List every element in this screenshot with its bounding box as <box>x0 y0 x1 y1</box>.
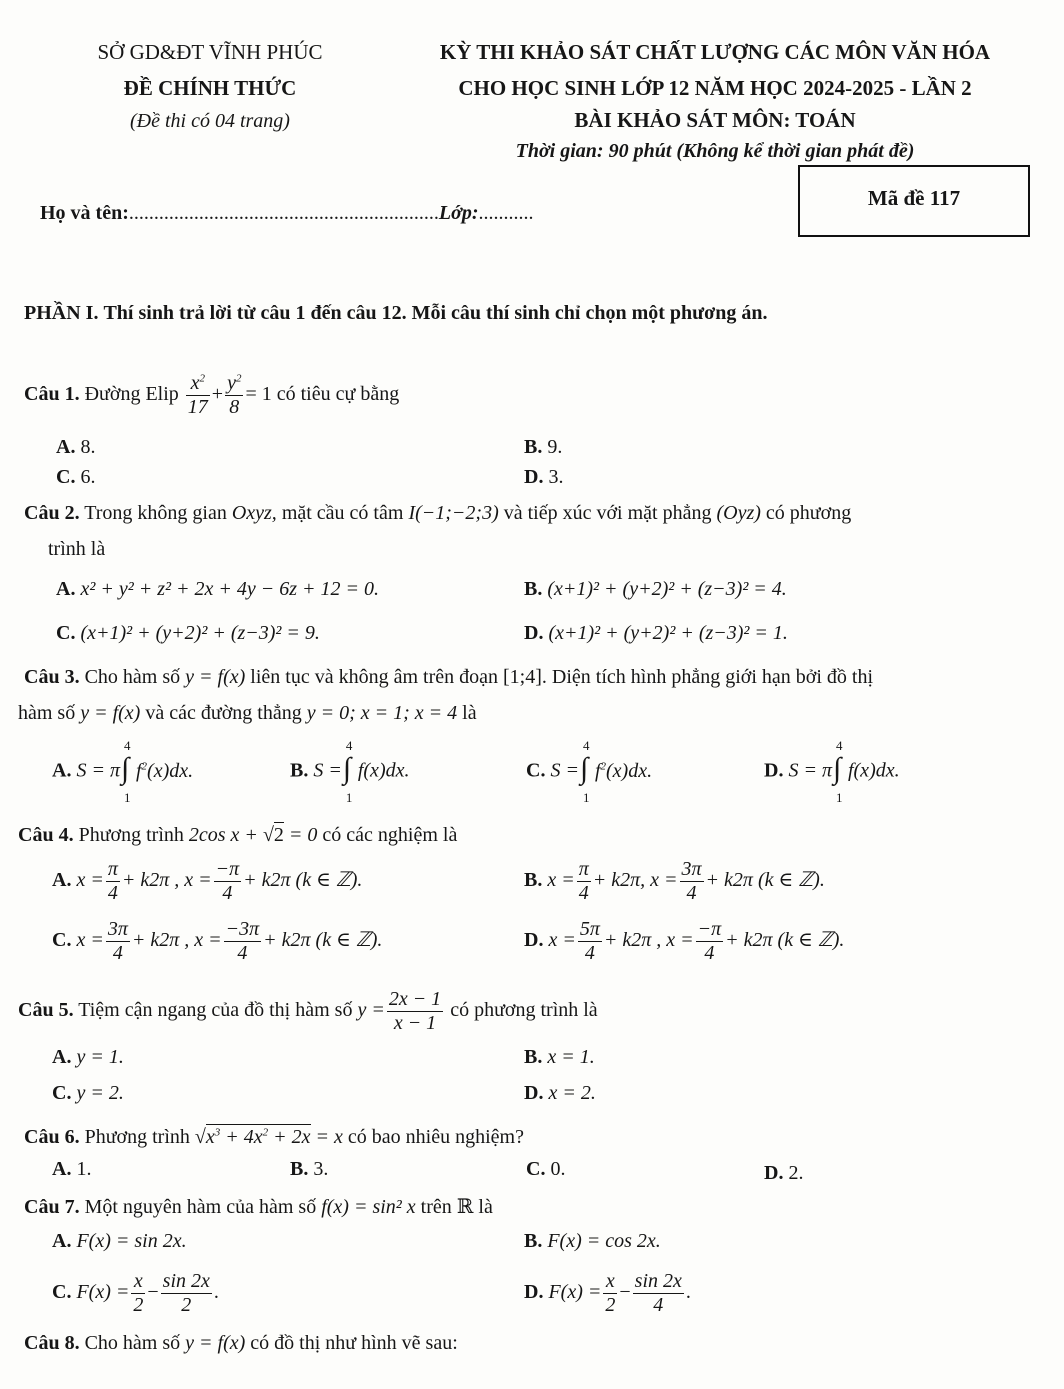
option-letter: B. <box>524 1230 543 1252</box>
option-text: 0. <box>550 1158 566 1180</box>
option-text: (x+1)² + (y+2)² + (z−3)² = 1. <box>548 622 788 644</box>
q3-text-f: là <box>462 702 477 724</box>
q7-option-b[interactable] <box>524 1230 661 1253</box>
option-text: F(x) = sin 2x. <box>76 1230 187 1252</box>
option-text: y = 1. <box>76 1046 124 1068</box>
q3-text-d: hàm số <box>18 702 76 724</box>
q3-text: Cho hàm số <box>84 666 181 688</box>
option-letter: B. <box>524 578 543 600</box>
question-7 <box>24 1194 493 1219</box>
option-letter: C. <box>56 622 76 644</box>
option-letter: D. <box>524 1281 544 1304</box>
q6-option-c[interactable] <box>526 1158 565 1181</box>
q7-text: Một nguyên hàm của hàm số <box>84 1196 317 1218</box>
option-letter: A. <box>56 578 76 600</box>
option-text: F(x) = cos 2x. <box>547 1230 661 1252</box>
question-1: Câu 1. Đường Elip $\frac{x^2}{17}$ + $\frac{y^2}{8}$ = 1 có tiêu cự bằng <box>24 372 400 418</box>
q2-text-c: và tiếp xúc với mặt phẳng <box>503 502 712 524</box>
question-4: Câu 4. Phương trình 2cos x + √2 = 0 có các nghiệm là <box>18 824 458 846</box>
page-count: (Đề thi có 04 trang) <box>130 110 290 132</box>
q6-option-d[interactable] <box>764 1162 803 1185</box>
q5-option-a[interactable] <box>52 1046 124 1069</box>
q2-option-c[interactable] <box>56 622 320 645</box>
q3-lines: y = 0; x = 1; x = 4 <box>306 702 458 724</box>
option-letter: D. <box>764 1162 784 1184</box>
q6-option-a[interactable] <box>52 1158 91 1181</box>
q3-option-c[interactable]: C. S = 4 ∫ 1 $f^2(x)dx$. <box>526 738 653 805</box>
q3-option-d[interactable]: D. S = π 4 ∫ 1 f(x)dx. <box>764 738 900 805</box>
q3-text-cont <box>18 702 477 725</box>
name-field[interactable]: .............................................................. <box>128 202 439 224</box>
option-letter: C. <box>56 466 76 488</box>
option-text: 3. <box>313 1158 329 1180</box>
option-letter: C. <box>52 929 72 952</box>
q4-text-b: có các nghiệm là <box>322 824 458 846</box>
q7-option-d[interactable]: D. F(x) = $\frac{x}{2}$ − $\frac{\sin 2x}{4}$ . <box>524 1270 691 1316</box>
option-text: 3. <box>548 466 564 488</box>
option-letter: A. <box>52 869 72 892</box>
option-letter: B. <box>290 759 309 782</box>
q1-option-d[interactable] <box>524 466 563 489</box>
q2-center: I(−1;−2;3) <box>408 502 499 524</box>
q6-text: Phương trình <box>84 1126 190 1148</box>
q2-text-d: có phương <box>765 502 852 524</box>
question-5: Câu 5. Tiệm cận ngang của đồ thị hàm số y = $\frac{2x - 1}{x - 1}$ có phương trình là <box>18 988 598 1034</box>
part1-instruction: Thí sinh trả lời từ câu 1 đến câu 12. Mỗi câu thí sinh chỉ chọn một phương án. <box>103 302 768 324</box>
option-letter: A. <box>52 759 72 782</box>
option-text: 1. <box>76 1158 92 1180</box>
student-info <box>40 202 534 225</box>
question-2 <box>24 502 851 525</box>
q2-plane: (Oyz) <box>716 502 761 524</box>
q2-space: Oxyz, <box>231 502 277 524</box>
q5-option-d[interactable] <box>524 1082 596 1105</box>
q3-func2: y = f(x) <box>80 702 141 724</box>
q2-text: Trong không gian <box>84 502 227 524</box>
question-8 <box>24 1332 458 1355</box>
q3-text-e: và các đường thẳng <box>145 702 302 724</box>
q5-option-b[interactable] <box>524 1046 595 1069</box>
q1-option-c[interactable] <box>56 466 95 489</box>
option-text: y = 2. <box>76 1082 124 1104</box>
option-letter: D. <box>524 929 544 952</box>
q7-func: f(x) = sin² x <box>321 1196 416 1218</box>
exam-code: Mã đề 117 <box>867 186 961 210</box>
time-limit: Thời gian: 90 phút (Không kể thời gian phát đề) <box>515 140 915 162</box>
q3-func: y = f(x) <box>185 666 246 688</box>
exam-subtitle: CHO HỌC SINH LỚP 12 NĂM HỌC 2024-2025 - LẦN 2 <box>458 76 972 100</box>
option-letter: D. <box>524 466 544 488</box>
q8-text: Cho hàm số <box>84 1332 181 1354</box>
q4-option-d[interactable]: D. x = $\frac{5\pi}{4}$ + k2π , x = $\frac{-\pi}{4}$ + k2π (k ∈ ℤ). <box>524 918 845 964</box>
q1-text-b: có tiêu cự bằng <box>276 383 400 406</box>
part1-heading <box>24 302 768 325</box>
option-text: 2. <box>788 1162 804 1184</box>
option-letter: D. <box>524 1082 544 1104</box>
q7-option-a[interactable] <box>52 1230 187 1253</box>
option-letter: B. <box>524 436 543 458</box>
exam-title: KỲ THI KHẢO SÁT CHẤT LƯỢNG CÁC MÔN VĂN HÓA <box>439 40 991 64</box>
q8-func: y = f(x) <box>185 1332 246 1354</box>
q4-option-c[interactable]: C. x = $\frac{3\pi}{4}$ + k2π , x = $\frac{-3\pi}{4}$ + k2π (k ∈ ℤ). <box>52 918 383 964</box>
dept-name: SỞ GD&ĐT VĨNH PHÚC <box>97 40 323 64</box>
q8-label: Câu 8. <box>24 1332 80 1354</box>
option-text: x = 2. <box>548 1082 596 1104</box>
q2-option-d[interactable] <box>524 622 788 645</box>
option-letter: C. <box>52 1082 72 1104</box>
q5-label: Câu 5. <box>18 999 74 1022</box>
q3-text-b: liên tục và không âm trên đoạn <box>250 666 498 688</box>
option-letter: C. <box>52 1281 72 1304</box>
option-text: (x+1)² + (y+2)² + (z−3)² = 9. <box>80 622 320 644</box>
q1-option-a[interactable] <box>56 436 95 459</box>
option-letter: B. <box>290 1158 309 1180</box>
q2-option-b[interactable] <box>524 578 787 601</box>
option-letter: A. <box>52 1046 72 1068</box>
class-field[interactable]: ........... <box>478 202 534 224</box>
option-text: x² + y² + z² + 2x + 4y − 6z + 12 = 0. <box>80 578 379 600</box>
option-letter: A. <box>52 1158 72 1180</box>
option-text: (x+1)² + (y+2)² + (z−3)² = 4. <box>547 578 787 600</box>
q3-text-c: Diện tích hình phẳng giới hạn bởi đồ thị <box>551 666 874 688</box>
q2-label: Câu 2. <box>24 502 80 524</box>
q3-label: Câu 3. <box>24 666 80 688</box>
q1-label: Câu 1. <box>24 383 80 406</box>
q7-text-b: trên ℝ là <box>420 1196 493 1218</box>
q6-option-b[interactable] <box>290 1158 328 1181</box>
option-letter: A. <box>56 436 76 458</box>
question-6: Câu 6. Phương trình $√x^3 + 4x^2 + 2x = x$ có bao nhiêu nghiệm? <box>24 1126 524 1148</box>
q3-option-a[interactable]: A. S = π 4 ∫ 1 $f^2(x)dx$. <box>52 738 194 805</box>
subject-title: BÀI KHẢO SÁT MÔN: TOÁN <box>574 108 856 132</box>
q2-option-a[interactable] <box>56 578 379 601</box>
option-letter: B. <box>524 1046 543 1068</box>
q3-option-b[interactable]: B. S = 4 ∫ 1 f(x)dx. <box>290 738 410 805</box>
official-label: ĐỀ CHÍNH THỨC <box>123 76 297 100</box>
option-text: x = 1. <box>547 1046 595 1068</box>
option-letter: C. <box>526 759 546 782</box>
option-letter: D. <box>764 759 784 782</box>
q2-text-b: mặt cầu có tâm <box>281 502 404 524</box>
question-3 <box>24 666 873 689</box>
q7-option-c[interactable]: C. F(x) = $\frac{x}{2}$ − $\frac{\sin 2x}{2}$ . <box>52 1270 219 1316</box>
q6-label: Câu 6. <box>24 1126 80 1148</box>
part1-title: PHẦN I. <box>24 302 99 324</box>
q4-option-b[interactable]: B. x = $\frac{\pi}{4}$ + k2π, x = $\frac{3\pi}{4}$ + k2π (k ∈ ℤ). <box>524 858 825 904</box>
option-text: 6. <box>80 466 96 488</box>
option-letter: D. <box>524 622 544 644</box>
option-letter: A. <box>52 1230 72 1252</box>
q5-option-c[interactable] <box>52 1082 124 1105</box>
q5-text-b: có phương trình là <box>450 999 598 1022</box>
q5-text: Tiệm cận ngang của đồ thị hàm số <box>78 999 353 1022</box>
option-letter: B. <box>524 869 543 892</box>
q6-text-b: có bao nhiêu nghiệm? <box>347 1126 524 1148</box>
q3-interval: [1;4]. <box>503 666 547 688</box>
name-label: Họ và tên: <box>40 202 129 224</box>
q4-label: Câu 4. <box>18 824 74 846</box>
q8-text-b: có đồ thị như hình vẽ sau: <box>250 1332 458 1354</box>
class-label: Lớp: <box>438 202 479 224</box>
q7-label: Câu 7. <box>24 1196 80 1218</box>
q1-option-b[interactable] <box>524 436 562 459</box>
q1-text: Đường Elip <box>84 383 179 406</box>
q2-text-cont: trình là <box>48 538 106 560</box>
option-letter: C. <box>526 1158 546 1180</box>
option-text: 9. <box>547 436 563 458</box>
option-text: 8. <box>80 436 96 458</box>
q4-text: Phương trình <box>78 824 184 846</box>
q4-option-a[interactable]: A. x = $\frac{\pi}{4}$ + k2π , x = $\frac{-\pi}{4}$ + k2π (k ∈ ℤ). <box>52 858 363 904</box>
